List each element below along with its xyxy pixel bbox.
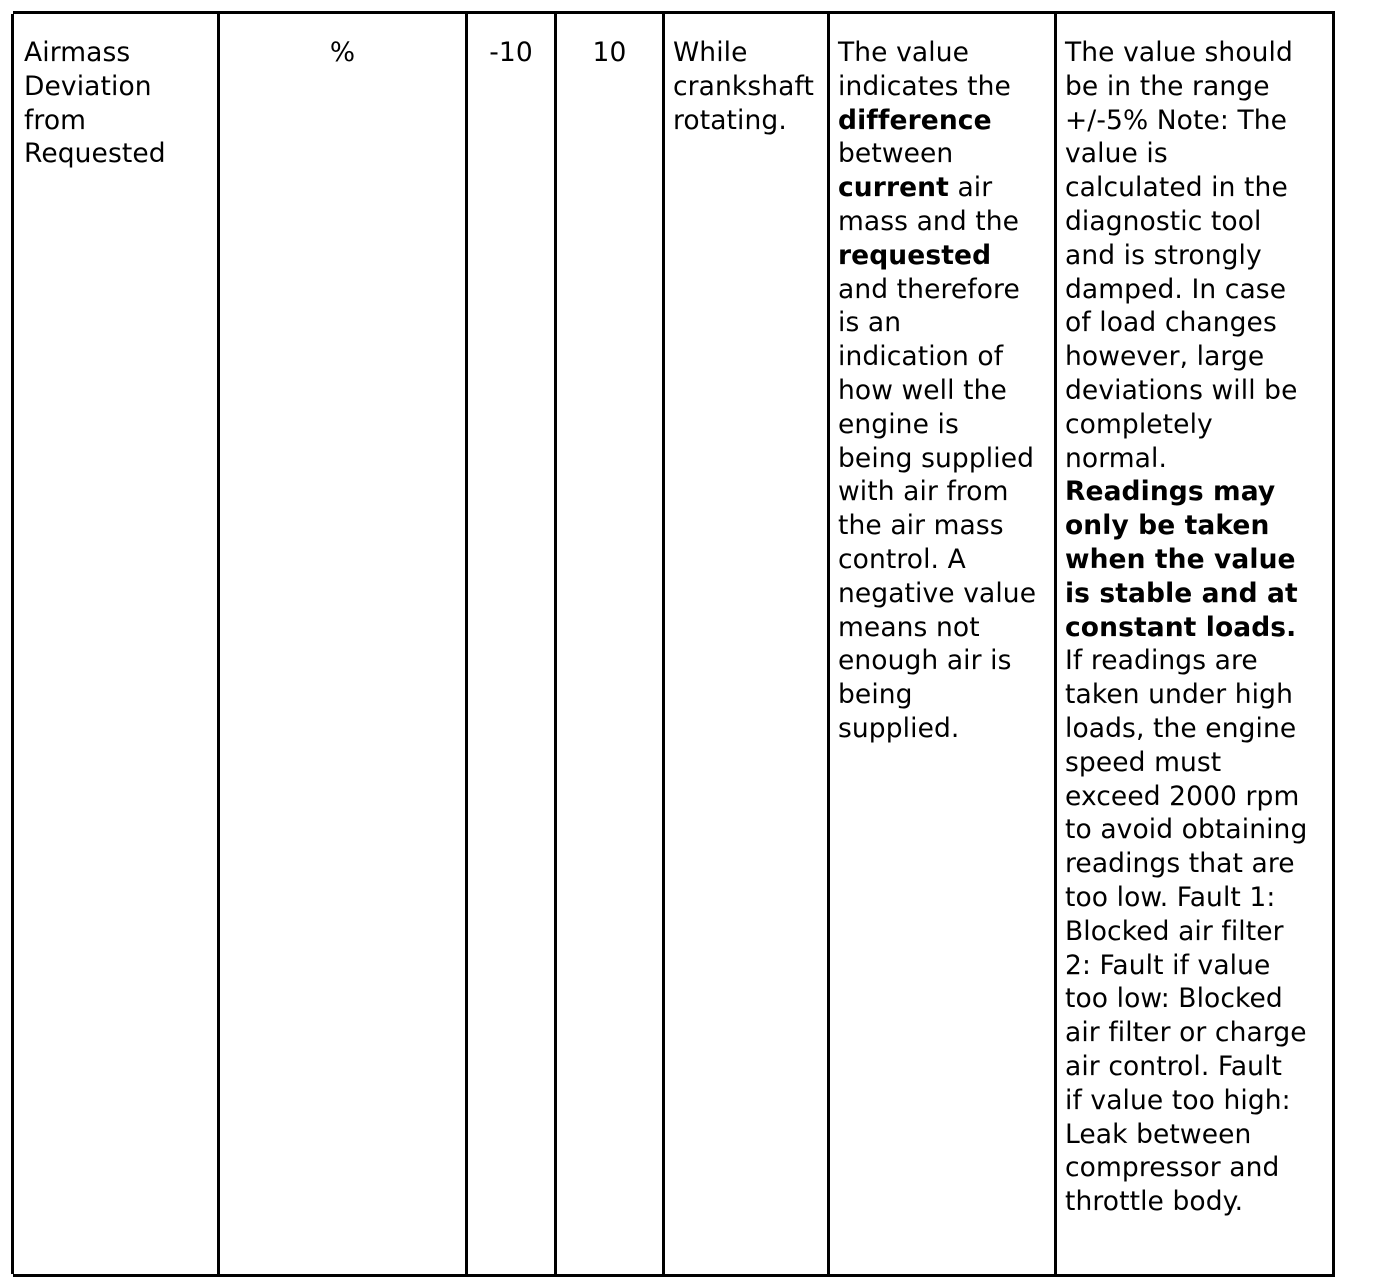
text-run: being supplied — [838, 442, 1035, 474]
description-line — [838, 306, 1052, 340]
notes-line — [1065, 509, 1330, 543]
text-run: throttle body. — [1065, 1186, 1244, 1218]
column-border — [827, 14, 830, 1274]
text-run: to avoid obtaining — [1065, 814, 1308, 846]
column-border — [217, 14, 220, 1274]
text-run: however, large — [1065, 341, 1265, 373]
text-run: if value too high: — [1065, 1084, 1291, 1116]
bold-text: is stable and at — [1065, 577, 1298, 609]
condition-cell — [673, 36, 825, 137]
column-border — [1054, 14, 1057, 1274]
description-line — [838, 239, 1052, 273]
text-run: means not — [838, 611, 980, 643]
text-run: the air mass — [838, 510, 1004, 542]
column-border — [465, 14, 468, 1274]
text-run: 2: Fault if value — [1065, 949, 1271, 981]
text-run: The value should — [1065, 37, 1293, 68]
notes-line — [1065, 1118, 1330, 1152]
description-line — [838, 475, 1052, 509]
description-line — [838, 442, 1052, 476]
notes-line — [1065, 611, 1330, 645]
notes-line — [1065, 171, 1330, 205]
description-line — [838, 374, 1052, 408]
notes-line — [1065, 1016, 1330, 1050]
max-value: 10 — [592, 37, 627, 68]
description-line — [838, 36, 1052, 70]
notes-line — [1065, 881, 1330, 915]
text-run: value is — [1065, 138, 1168, 170]
description-line — [838, 509, 1052, 543]
text-run: how well the — [838, 374, 1007, 406]
text-run: and is strongly — [1065, 239, 1262, 271]
condition-line: While — [673, 37, 748, 68]
text-run: calculated in the — [1065, 172, 1288, 204]
notes-line — [1065, 70, 1330, 104]
text-run: be in the range — [1065, 70, 1270, 102]
description-line — [838, 137, 1052, 171]
notes-cell — [1065, 36, 1330, 1219]
text-run: Blocked air filter — [1065, 915, 1284, 947]
notes-line — [1065, 1050, 1330, 1084]
text-run: with air from — [838, 476, 1009, 508]
notes-line — [1065, 273, 1330, 307]
max-cell — [557, 36, 662, 70]
description-line — [838, 70, 1052, 104]
text-run: air filter or charge — [1065, 1017, 1307, 1049]
parameter-line: Airmass — [24, 37, 131, 68]
condition-line: crankshaft — [673, 70, 814, 102]
description-line — [838, 611, 1052, 645]
notes-line — [1065, 847, 1330, 881]
text-run: indicates the — [838, 70, 1011, 102]
bold-text: current — [838, 172, 949, 204]
bold-text: requested — [838, 239, 992, 271]
column-border — [1332, 14, 1335, 1274]
notes-line — [1065, 712, 1330, 746]
text-run: air — [948, 172, 993, 204]
bold-text: difference — [838, 104, 992, 136]
notes-line — [1065, 239, 1330, 273]
text-run: readings that are — [1065, 848, 1295, 880]
text-run: diagnostic tool — [1065, 205, 1262, 237]
notes-line — [1065, 36, 1330, 70]
description-line — [838, 678, 1052, 712]
notes-line — [1065, 813, 1330, 847]
notes-line — [1065, 442, 1330, 476]
text-run: control. A — [838, 543, 966, 575]
description-line — [838, 273, 1052, 307]
notes-line — [1065, 678, 1330, 712]
notes-line — [1065, 104, 1330, 138]
notes-line — [1065, 1185, 1330, 1219]
column-border — [554, 14, 557, 1274]
bold-text: constant loads. — [1065, 611, 1297, 643]
text-run: being — [838, 679, 913, 711]
text-run: of load changes — [1065, 307, 1277, 339]
description-line — [838, 171, 1052, 205]
text-run: air control. Fault — [1065, 1050, 1283, 1082]
text-run: +/-5% Note: The — [1065, 104, 1288, 136]
text-run: engine is — [838, 408, 959, 440]
notes-line — [1065, 475, 1330, 509]
text-run: mass and the — [838, 205, 1020, 237]
description-line — [838, 712, 1052, 746]
notes-line — [1065, 408, 1330, 442]
notes-line — [1065, 644, 1330, 678]
notes-line — [1065, 780, 1330, 814]
text-run: supplied. — [838, 712, 960, 744]
description-line — [838, 644, 1052, 678]
text-run: deviations will be — [1065, 374, 1298, 406]
unit-value: % — [329, 37, 356, 68]
description-line — [838, 104, 1052, 138]
bold-text: when the value — [1065, 543, 1296, 575]
text-run: Leak between — [1065, 1118, 1252, 1150]
text-run: too low: Blocked — [1065, 983, 1283, 1015]
condition-line: rotating. — [673, 104, 787, 136]
notes-line — [1065, 205, 1330, 239]
notes-line — [1065, 137, 1330, 171]
notes-line — [1065, 306, 1330, 340]
text-run: taken under high — [1065, 679, 1293, 711]
column-border — [11, 14, 14, 1274]
text-run: normal. — [1065, 442, 1167, 474]
notes-line — [1065, 746, 1330, 780]
notes-line — [1065, 949, 1330, 983]
text-run: speed must — [1065, 746, 1222, 778]
parameter-line: from — [24, 104, 87, 136]
notes-line — [1065, 577, 1330, 611]
text-run: The value — [838, 37, 969, 68]
notes-line — [1065, 915, 1330, 949]
description-line — [838, 205, 1052, 239]
description-line — [838, 543, 1052, 577]
text-run: exceed 2000 rpm — [1065, 780, 1300, 812]
bold-text: only be taken — [1065, 510, 1270, 542]
text-run: and therefore — [838, 273, 1020, 305]
notes-line — [1065, 543, 1330, 577]
text-run: between — [838, 138, 954, 170]
parameter-line: Requested — [24, 138, 166, 170]
description-cell — [838, 36, 1052, 746]
notes-line — [1065, 1151, 1330, 1185]
notes-line — [1065, 374, 1330, 408]
parameter-cell — [24, 36, 214, 171]
text-run: completely — [1065, 408, 1213, 440]
notes-line — [1065, 1084, 1330, 1118]
parameter-line: Deviation — [24, 70, 152, 102]
description-line — [838, 340, 1052, 374]
text-run: negative value — [838, 577, 1037, 609]
bold-text: Readings may — [1065, 476, 1276, 508]
text-run: loads, the engine — [1065, 712, 1297, 744]
unit-cell — [220, 36, 465, 70]
text-run: is an — [838, 307, 902, 339]
min-cell — [468, 36, 554, 70]
text-run: indication of — [838, 341, 1004, 373]
text-run: compressor and — [1065, 1152, 1280, 1184]
description-line — [838, 408, 1052, 442]
text-run: damped. In case — [1065, 273, 1287, 305]
text-run: enough air is — [838, 645, 1012, 677]
min-value: -10 — [489, 37, 533, 68]
text-run: too low. Fault 1: — [1065, 881, 1276, 913]
description-line — [838, 577, 1052, 611]
column-border — [662, 14, 665, 1274]
text-run: If readings are — [1065, 645, 1258, 677]
data-table — [13, 11, 1335, 1277]
notes-line — [1065, 982, 1330, 1016]
notes-line — [1065, 340, 1330, 374]
